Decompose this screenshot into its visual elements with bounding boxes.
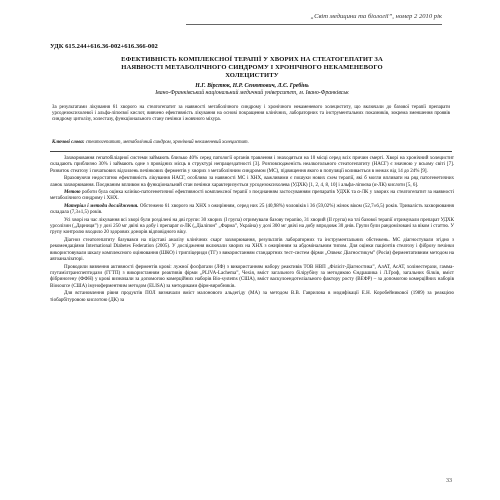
udk-code: УДК 615.244+616.36-002+616.366-002 [50, 43, 158, 50]
paragraph-text: Враховуючи недостатню ефективність лікування НАСГ, особливо за наявності МС і ХНХ, важливими є пошуки нових схем терапії, які б могли впливати на ряд патогенетичних ланок захворювання. Поєднаним впливом на функціональний стан печінки характеризується урсодезоксихолева (УДХК) [1, 2, 4, 8, 10] і альфа-ліпоєва (α-ЛК) кислоти [5, 6]. [50, 176, 454, 188]
article-body [50, 156, 454, 305]
keywords-text: стеатогепатит, метаболічний синдром, хронічний некаменевий холецистит. [85, 140, 249, 145]
article-affiliation: Івано-Франківський національний медичний університет, м. Івано-Франківськ [155, 90, 349, 96]
paragraph-text: Обстежено 61 хворого на ХНХ з ожирінням, серед них 25 (40,98%) чоловіків і 36 (59,02%) жінок віком (52,7±6,5) років. Тривалість захворювання складала (7,3±1,5) років. [50, 203, 454, 216]
paragraph-lead: Матеріал і методи дослідження. [64, 203, 139, 209]
paragraph-text: Для встановлення рівня продуктів ПОЛ визначали вміст малонового альдегіду (МА) за методом В.В. Гаврилова в модифікації Е.Н. Коробейникової (1989) за реакцією тіобарбітуровою кислотою (ДК) за [50, 291, 454, 303]
body-paragraph [50, 204, 454, 217]
body-paragraph [50, 190, 454, 203]
paragraph-text: Проводили вивчення активності ферментів крові: лужної фосфатази (ЛФ) з використанням набору реактивів ТОВ НВП „Філісіт-Діагностика”, АлАТ, АсАТ, холінестерази, гамма-глутамілтранспептидази (ГГТП) з використанням реактивів фірми „PLIVA-Lachema”, Чехія, вміст загального білірубіну за методикою Єндрашика і Л.Гроф, загальних білків, вміст фібриногену (ФФН) у крові визначали за допомогою комерційних наборів Bio-systems (США), вміст васкулоендотеліального фактору росту (ВЕФР) – за допомогою комерційних наборів Biosource (США) імуноферментним методом (ELISA) за методиками фірм-виробників. [50, 264, 454, 289]
body-paragraph [50, 291, 454, 304]
article-title-line-1: ЕФЕКТИВНІСТЬ КОМПЛЕКСНОЇ ТЕРАПІЇ У ХВОРИХ НА СТЕАТОГЕПАТИТ ЗА [121, 56, 383, 63]
paragraph-text: роботи була оцінка клініко-патогенетичної ефективності комплексної терапії з поєднанням застосуванням препаратів УДХК та α-ЛК у хворих на стеатогепатит за наявності метаболічного синдрому і ХНХ. [50, 190, 454, 202]
page-number: 33 [446, 478, 452, 484]
keywords-divider [50, 151, 452, 152]
body-paragraph [50, 265, 454, 291]
body-paragraph [50, 218, 454, 237]
journal-header: „Світ медицини та біології”, номер 2 2010 рік [310, 13, 442, 20]
header-divider [186, 24, 442, 25]
keywords-line [52, 140, 450, 146]
article-authors: Н.Г. Вірстюк, Н.Р. Сенютович, Л.Є. Гребінь [195, 83, 309, 89]
paragraph-text: Усі хворі на час лікування всі хворі були розділені на дві групи: 30 хворих (І група) отримували базову терапію, 31 хворий (ІІ група) на тлі базової терапії отримували препарат УДХК урсолізин („Дарниця”) у дозі 250 мг двічі на добу і препарат α-ЛК („Діаліпон” „Фарма”, Україна) у дозі 300 мг двічі на добу впродовж 30 днів. Групи були рандомізовані за віком і статтю. У групу контролю входило 20 здорових донорів відповідного віку. [50, 217, 454, 236]
body-paragraph [50, 238, 454, 264]
article-title-line-3: ХОЛЕЦИСТИТУ [225, 72, 279, 79]
article-title-line-2: НАЯВНОСТІ МЕТАБОЛІЧНОГО СИНДРОМУ І ХРОНІЧНОГО НЕКАМЕНЕВОГО [121, 64, 383, 71]
paragraph-text: Діагноз стеатогепатиту базувався на підставі аналізу клінічних скарг захворювання, результатів лабораторних та інструментальних обстежень. МС діагностували згідно з рекомендаціями International Diabetes Federation (2005). У дослідження включали хворих на ХНХ з ожирінням за абдомінальним типом. Для оцінки пацієнтів стеатозу і фіброзу печінки використовували шкалу комплексного оцінювання (ШКО) і тригліцериди (ТГ) з використанням стандартних тест-систем фірми „Олвекс Діагностикум” (Росія) ферментативним методом на автоаналізаторі. [50, 237, 454, 263]
body-paragraph [50, 156, 454, 175]
paragraph-text: Захворювання гепатобіліарної системи займають близько 40% серед патології органів травлення і знаходяться на 10 місці серед всіх причин смерті. Хворі на хронічний холецистит складають приблизно 30% і займають одне з провідних місць в структурі непрацездатності [3]. Розповсюдженість неалкогольного стеатогепатиту (НАСГ) є значною у всьому світі [7]. Розвиток стеатозу і початкових відхилень печінкових ферментів у хворих з метаболічним синдромом (МС), підвищення якого в популяції коливається в межах від 14 до 24% [9]. [50, 156, 454, 174]
body-paragraph [50, 176, 454, 189]
paragraph-lead: Метою [64, 190, 81, 196]
keywords-label: Ключові слова: [52, 140, 85, 145]
article-abstract: За результатами лікування 61 хворого на стеатогепатит за наявності метаболічного синдрому і хронічного некаменевого холециститу, що включали до базової терапії препарати урсодезоксихолевої і альфа-ліпоєвої кислот, вивчено ефективність лікування на основі покращення клінічних, лабораторних та інструментальних показників, зокрема зменшення проявів синдрому цитолізу, холестазу, функціонального стану печінки і жовчного міхура. [52, 105, 450, 123]
